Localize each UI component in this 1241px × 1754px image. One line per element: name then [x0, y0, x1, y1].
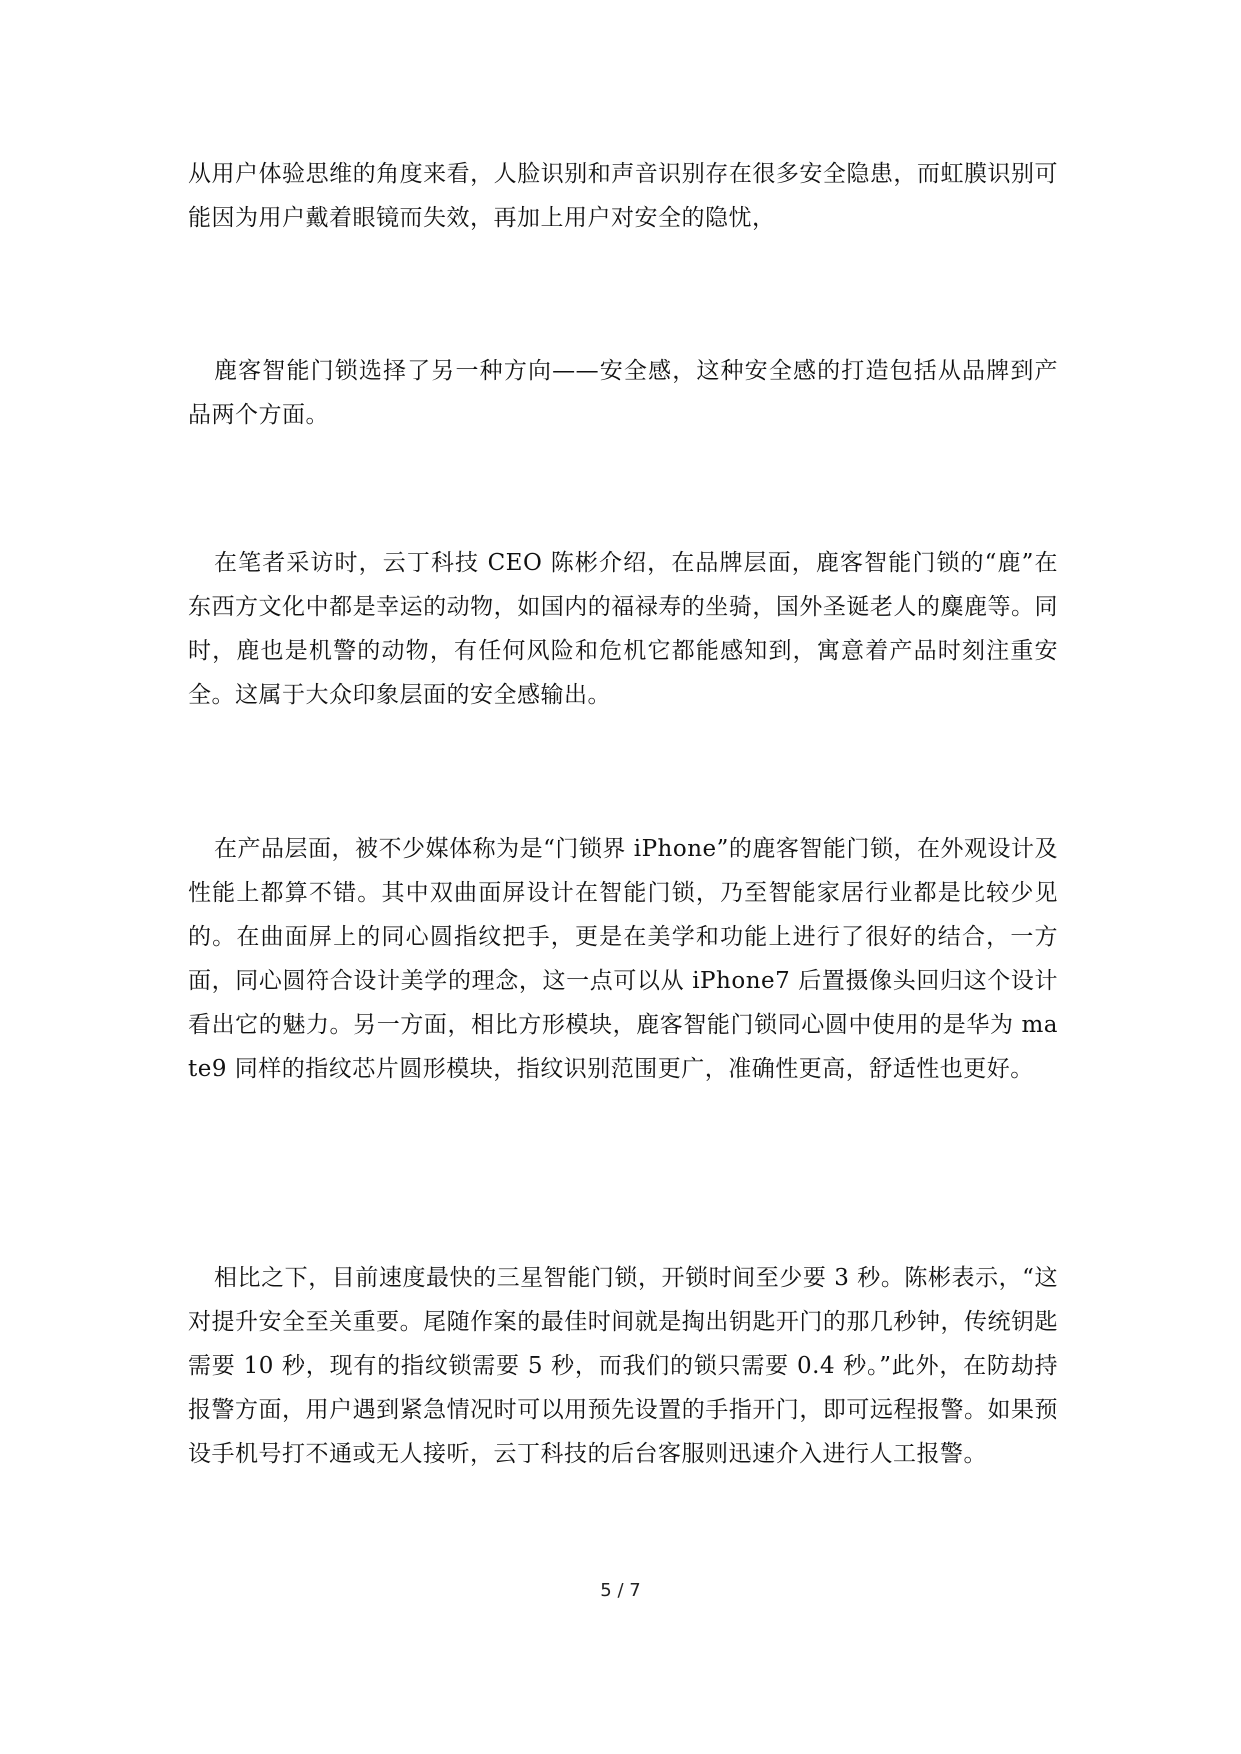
page-number: 5 / 7 — [600, 1580, 641, 1601]
paragraph-5: 相比之下，目前速度最快的三星智能门锁，开锁时间至少要 3 秒。陈彬表示，“这对提升安全至关重要。尾随作案的最佳时间就是掏出钥匙开门的那几秒钟，传统钥匙需要 10 秒，现有的指纹锁需要 5 秒，而我们的锁只需要 0.4 秒。”此外，在防劫持报警方面，用户遇到紧急情况时可以用预先设置的手指开门，即可远程报警。如果预设手机号打不通或无人接听，云丁科技的后台客服则迅速介入进行人工报警。 — [188, 1265, 1058, 1467]
paragraph-4: 在产品层面，被不少媒体称为是“门锁界 iPhone”的鹿客智能门锁，在外观设计及性能上都算不错。其中双曲面屏设计在智能门锁，乃至智能家居行业都是比较少见的。在曲面屏上的同心圆指纹把手，更是在美学和功能上进行了很好的结合，一方面，同心圆符合设计美学的理念，这一点可以从 iPhone7 后置摄像头回归这个设计看出它的魅力。另一方面，相比方形模块，鹿客智能门锁同心圆中使用的是华为 mate9 同样的指纹芯片圆形模块，指纹识别范围更广，准确性更高，舒适性也更好。 — [188, 836, 1058, 1082]
paragraph-1: 从用户体验思维的角度来看，人脸识别和声音识别存在很多安全隐患，而虹膜识别可能因为用户戴着眼镜而失效，再加上用户对安全的隐忧， — [188, 161, 1058, 231]
paragraph-2: 鹿客智能门锁选择了另一种方向——安全感，这种安全感的打造包括从品牌到产品两个方面。 — [188, 358, 1058, 428]
paragraph-3: 在笔者采访时，云丁科技 CEO 陈彬介绍，在品牌层面，鹿客智能门锁的“鹿”在东西方文化中都是幸运的动物，如国内的福禄寿的坐骑，国外圣诞老人的麋鹿等。同时，鹿也是机警的动物，有任何风险和危机它都能感知到，寓意着产品时刻注重安全。这属于大众印象层面的安全感输出。 — [188, 550, 1058, 708]
